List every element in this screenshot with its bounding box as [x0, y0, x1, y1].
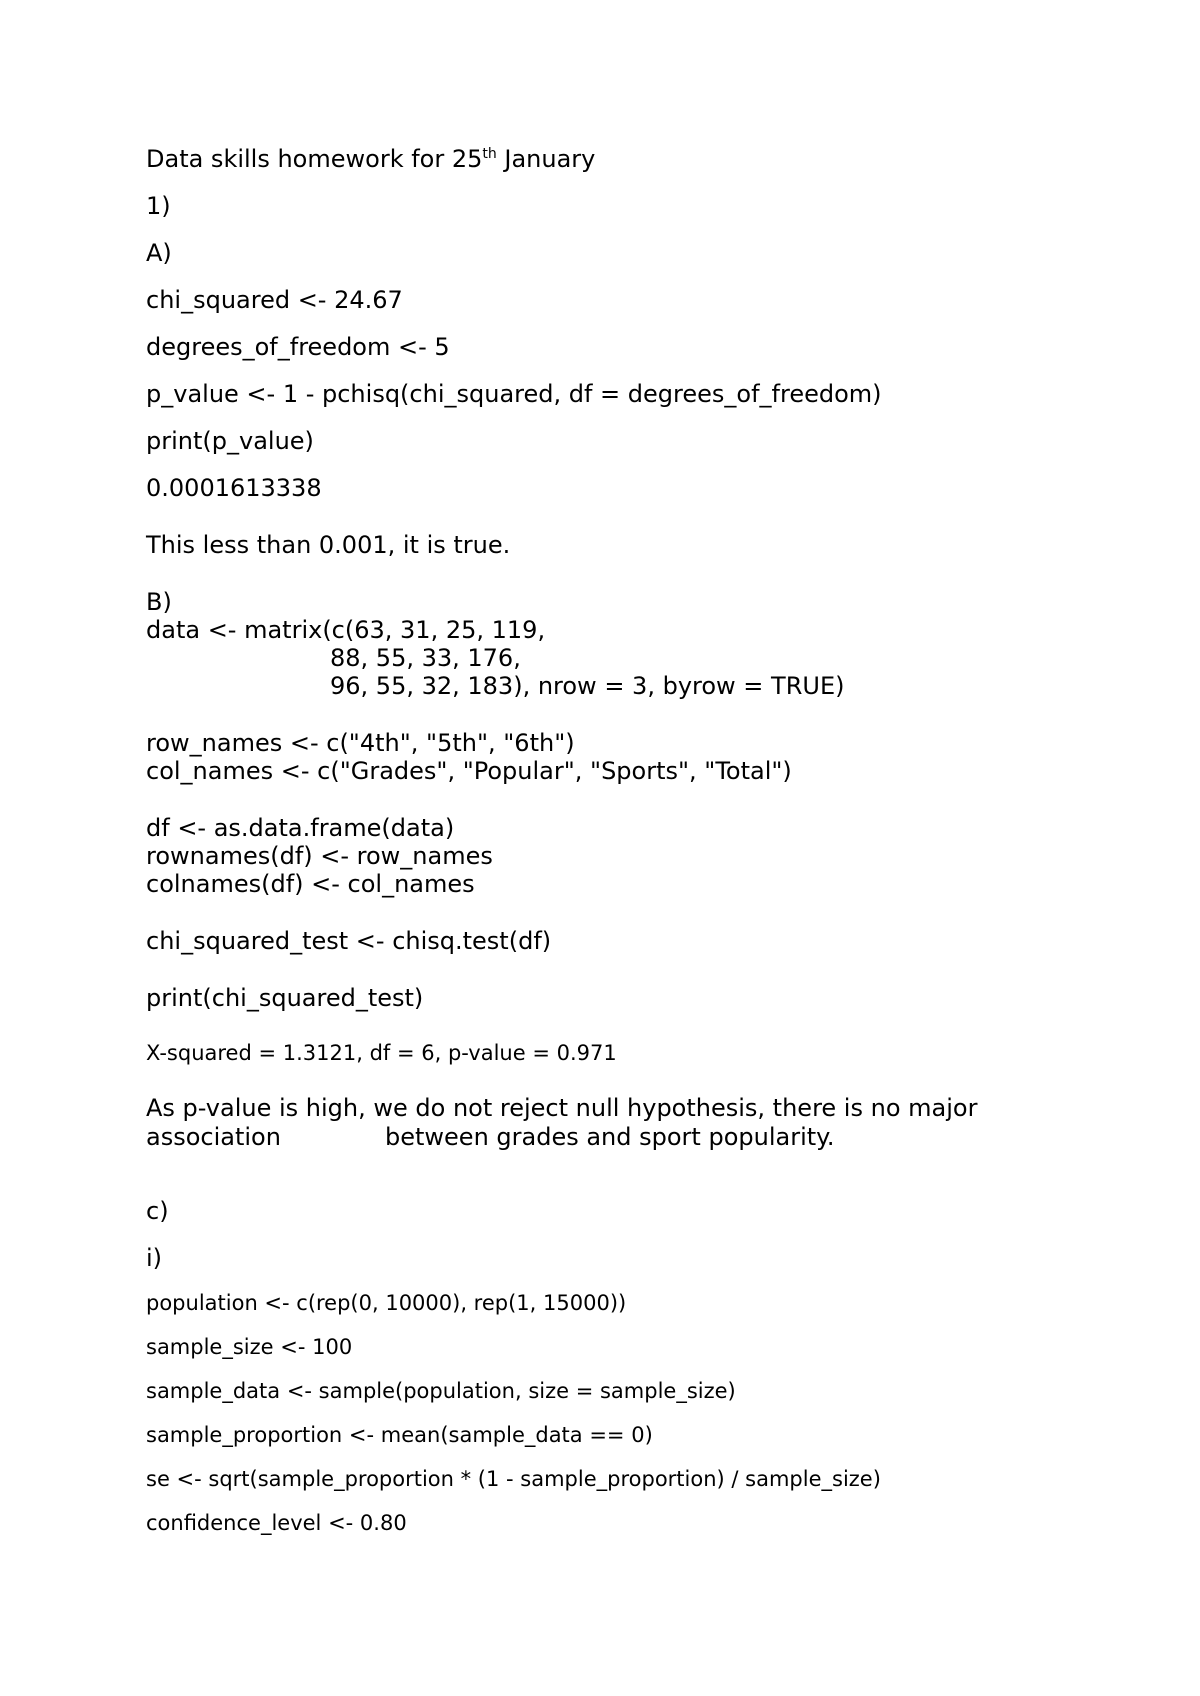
code-line: colnames(df) <- col_names	[146, 870, 475, 898]
code-line: data <- matrix(c(63, 31, 25, 119,	[146, 616, 546, 644]
code-line: sample_data <- sample(population, size = sample_size)	[146, 1379, 736, 1403]
code-line: print(chi_squared_test)	[146, 984, 424, 1012]
code-line: se <- sqrt(sample_proportion * (1 - sample_proportion) / sample_size)	[146, 1467, 881, 1491]
question-number: 1)	[146, 192, 171, 220]
code-line: 96, 55, 32, 183), nrow = 3, byrow = TRUE)	[330, 672, 845, 700]
document-title	[146, 147, 595, 171]
code-line: degrees_of_freedom <- 5	[146, 333, 450, 361]
code-line: p_value <- 1 - pchisq(chi_squared, df = degrees_of_freedom)	[146, 380, 882, 408]
code-line: df <- as.data.frame(data)	[146, 814, 455, 842]
title-text-end: January	[496, 145, 596, 173]
code-line: population <- c(rep(0, 10000), rep(1, 15000))	[146, 1291, 627, 1315]
title-superscript: th	[482, 146, 497, 162]
code-line: confidence_level <- 0.80	[146, 1511, 407, 1535]
code-line: col_names <- c("Grades", "Popular", "Sports", "Total")	[146, 757, 792, 785]
part-b-conclusion: As p-value is high, we do not reject null hypothesis, there is no major	[146, 1094, 978, 1122]
part-a-conclusion: This less than 0.001, it is true.	[146, 531, 511, 559]
code-line: chi_squared <- 24.67	[146, 286, 403, 314]
part-c-sub-label: i)	[146, 1244, 163, 1272]
part-c-label: c)	[146, 1197, 169, 1225]
test-result: X-squared = 1.3121, df = 6, p-value = 0.971	[146, 1041, 617, 1065]
part-a-label: A)	[146, 239, 172, 267]
code-line: rownames(df) <- row_names	[146, 842, 493, 870]
code-line: row_names <- c("4th", "5th", "6th")	[146, 729, 575, 757]
part-b-label: B)	[146, 588, 172, 616]
code-line: 88, 55, 33, 176,	[330, 644, 521, 672]
part-b-conclusion-start: association	[146, 1123, 281, 1151]
code-line: print(p_value)	[146, 427, 314, 455]
part-b-conclusion-end: between grades and sport popularity.	[385, 1123, 835, 1151]
code-line: sample_size <- 100	[146, 1335, 353, 1359]
code-line: sample_proportion <- mean(sample_data == 0)	[146, 1423, 653, 1447]
code-line: chi_squared_test <- chisq.test(df)	[146, 927, 552, 955]
output-value: 0.0001613338	[146, 474, 322, 502]
title-text: Data skills homework for 25	[146, 145, 483, 173]
